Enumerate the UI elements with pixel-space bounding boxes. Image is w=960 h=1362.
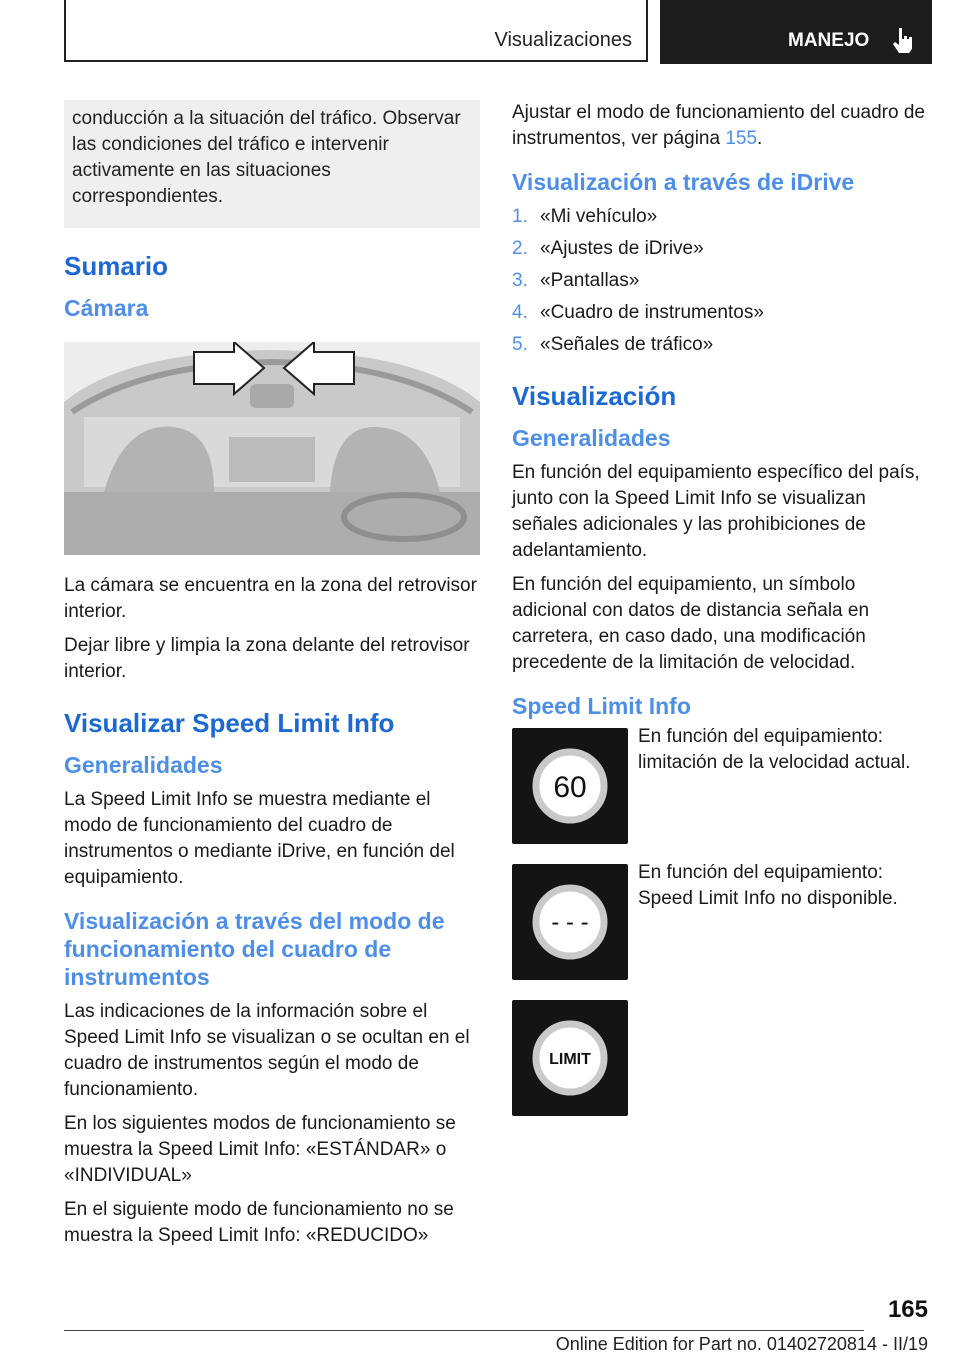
limit-sign-icon: [512, 1000, 628, 1116]
sign-row-limit: [512, 1000, 928, 1124]
heading-speed-limit-info: Speed Limit Info: [512, 693, 691, 719]
sign-caption: En función del equipamiento: limitación de la velocidad actual.: [638, 726, 911, 773]
page-number: 165: [887, 1296, 928, 1323]
note-box: [64, 100, 480, 228]
heading-sumario: Sumario: [64, 251, 169, 281]
camera-location-figure: [64, 342, 480, 555]
sign-row-60: [512, 728, 928, 852]
heading-camara: Cámara: [64, 295, 149, 321]
heading-generalidades-2: Generalidades: [512, 425, 671, 451]
sign-label: LIMIT: [549, 1051, 591, 1068]
heading-visualizacion: Visualización: [512, 381, 677, 411]
visualizacion-paragraph-1: En función del equipamiento específico del país, junto con la Speed Limit Info se visualizan señales adicionales y las prohibiciones de adelantamiento.: [512, 462, 920, 561]
camera-paragraph-1: La cámara se encuentra en la zona del retrovisor interior.: [64, 575, 477, 622]
sign-caption: En función del equipamiento: Speed Limit Info no disponible.: [638, 862, 898, 909]
list-item: 1. «Mi vehículo»: [512, 206, 658, 227]
right-column: [512, 100, 928, 1136]
list-item: 3. «Pantallas»: [512, 270, 640, 291]
modo-paragraph-1: Las indicaciones de la información sobre el Speed Limit Info se visualizan o se ocultan en el cuadro de instrumentos según el modo de funcionamiento.: [64, 1001, 470, 1100]
speed-limit-unavailable-icon: [512, 864, 628, 980]
idrive-steps: [512, 204, 928, 358]
chapter-tab: [660, 0, 932, 64]
intro-end: .: [757, 128, 763, 149]
visualizacion-paragraph-2: En función del equipamiento, un símbolo adicional con datos de distancia señala en carretera, en caso dado, una modificación precedente de la limitación de velocidad.: [512, 574, 870, 673]
heading-generalidades: Generalidades: [64, 752, 223, 778]
sign-label: - - -: [551, 909, 589, 936]
heading-modo: Visualización a través del modo de funcionamiento del cuadro de instrumentos: [64, 908, 445, 990]
intro-text: Ajustar el modo de funcionamiento del cuadro de instrumentos, ver página: [512, 102, 925, 149]
edition-text: Online Edition for Part no. 01402720814 - II/19: [555, 1334, 928, 1354]
generalidades-paragraph: La Speed Limit Info se muestra mediante el modo de funcionamiento del cuadro de instrumentos o mediante iDrive, en función del equipamiento.: [64, 789, 455, 888]
note-text: conducción a la situación del tráfico. Observar las condiciones del tráfico e intervenir activamente en las situaciones correspondientes.: [72, 108, 461, 207]
page-header: [64, 0, 932, 64]
page-reference-link[interactable]: 155: [725, 128, 758, 149]
chapter-label: MANEJO: [788, 30, 870, 51]
heading-visualizar: Visualizar Speed Limit Info: [64, 708, 395, 738]
list-item: 5. «Señales de tráfico»: [512, 334, 714, 355]
camera-paragraph-2: Dejar libre y limpia la zona delante del retrovisor interior.: [64, 635, 470, 682]
footer-divider: [64, 1330, 864, 1331]
modo-paragraph-3: En el siguiente modo de funcionamiento no se muestra la Speed Limit Info: «REDUCIDO»: [64, 1199, 454, 1246]
sign-label: 60: [553, 771, 587, 804]
list-item: 2. «Ajustes de iDrive»: [512, 238, 704, 259]
left-column: [64, 100, 480, 1257]
modo-paragraph-2: En los siguientes modos de funcionamiento se muestra la Speed Limit Info: «ESTÁNDAR» o «INDIVIDUAL»: [64, 1113, 456, 1186]
list-item: 4. «Cuadro de instrumentos»: [512, 302, 764, 323]
hand-pointer-icon: [890, 26, 916, 54]
heading-idrive: Visualización a través de iDrive: [512, 169, 855, 195]
speed-limit-sign-icon: [512, 728, 628, 844]
sign-row-unavailable: [512, 864, 928, 988]
section-tab: Visualizaciones: [64, 0, 648, 62]
intro-paragraph: [512, 100, 928, 152]
